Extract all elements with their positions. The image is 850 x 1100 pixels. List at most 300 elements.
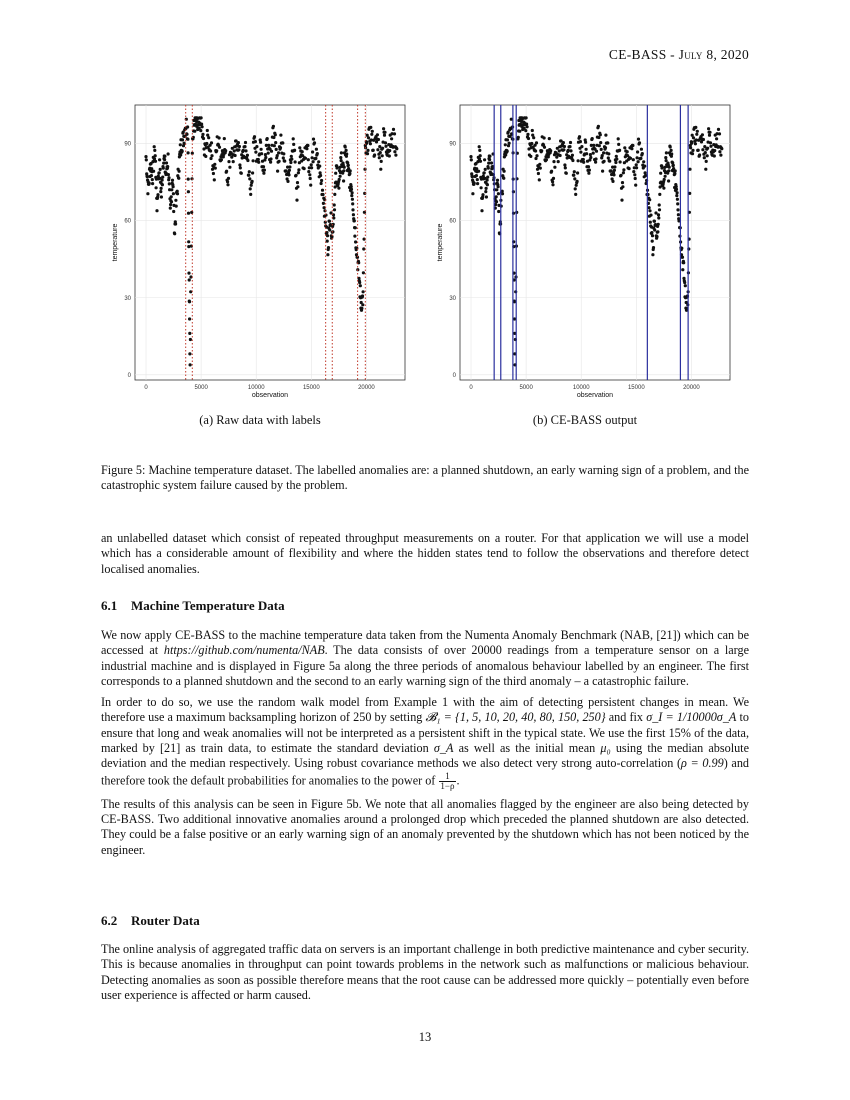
data-point [226,180,229,183]
data-point [648,209,651,212]
data-point [244,149,247,152]
data-point [264,153,267,156]
data-point [167,173,170,176]
x-axis-label: observation [251,392,289,399]
data-point [327,246,330,249]
data-point [376,148,379,151]
data-point [165,161,168,164]
data-point [613,165,616,168]
data-point [281,141,284,144]
data-point [601,154,604,157]
data-point [658,208,661,211]
data-point [326,234,329,237]
x-axis-label: observation [576,392,614,399]
data-point [484,168,487,171]
data-point [378,145,381,148]
data-point [508,142,511,145]
data-point [238,145,241,148]
data-point [146,192,149,195]
data-point [354,240,357,243]
data-point [705,160,708,163]
data-point [650,231,653,234]
data-point [161,176,164,179]
data-point [615,158,618,161]
data-point [276,170,279,173]
data-point [615,155,618,158]
data-point [315,148,318,151]
data-point [292,137,295,140]
data-point [394,154,397,157]
text-run: as well as the initial mean [453,741,601,756]
figure-caption: Figure 5: Machine temperature dataset. The labelled anomalies are: a planned shutdown, an early warning sign of a problem, and the catastrophic system failure caused by the problem. [101,463,749,493]
data-point [186,138,189,141]
data-point [168,182,171,185]
data-point [567,149,570,152]
data-point [682,261,685,264]
data-point [282,156,285,159]
data-point [161,179,164,182]
data-point [290,155,293,158]
data-point [295,174,298,177]
text-run: ) and therefore took the default probabilities for anomalies to the power of [101,756,750,787]
data-point [653,228,656,231]
data-point [262,172,265,175]
data-point [260,148,263,151]
data-point [188,317,191,320]
data-point [543,146,546,149]
data-point [629,157,632,160]
data-point [565,172,568,175]
section-6-2-body [101,942,749,1009]
y-tick-label: 60 [449,218,456,225]
intro-paragraph: an unlabelled dataset which consist of repeated throughput measurements on a router. For that application we will use a model which has a considerable amount of flexibility and where the hidden states tend to follow the observations and therefore detect localised anomalies. [101,531,749,576]
data-point [187,151,190,154]
data-point [644,174,647,177]
data-point [360,307,363,310]
data-point [350,194,353,197]
data-point [691,149,694,152]
data-point [351,198,354,201]
fraction-denominator: 1−ρ [440,780,455,791]
data-point [469,155,472,158]
data-point [257,161,260,164]
data-point [599,133,602,136]
data-point [237,148,240,151]
data-point [524,129,527,132]
data-point [243,145,246,148]
data-point [297,171,300,174]
x-tick-label: 10000 [572,385,590,391]
data-point [319,174,322,177]
data-point [320,182,323,185]
data-point [628,167,631,170]
data-point [676,208,679,211]
data-point [637,138,640,141]
data-point [342,179,345,182]
data-point [597,136,600,139]
data-point [150,174,153,177]
data-point [476,178,479,181]
data-point [348,172,351,175]
data-point [309,184,312,187]
data-point [480,186,483,189]
data-point [362,271,365,274]
data-point [169,203,172,206]
x-tick-label: 20000 [683,385,700,391]
data-point [286,180,289,183]
data-point [169,207,172,210]
data-point [657,216,660,219]
data-point [673,172,676,175]
data-point [255,145,258,148]
data-point [664,175,667,178]
data-point [296,185,299,188]
data-point [607,156,610,159]
data-point [485,187,488,190]
data-point [353,235,356,238]
data-point [233,149,236,152]
data-point [270,150,273,153]
data-point [381,154,384,157]
data-point [295,199,298,202]
data-point [206,129,209,132]
data-point [296,181,299,184]
data-point [611,180,614,183]
data-point [576,171,579,174]
data-point [471,192,474,195]
data-point [662,187,665,190]
data-point [152,170,155,173]
x-tick-label: 0 [469,385,473,391]
data-point [316,152,319,155]
data-point [704,168,707,171]
data-point [343,166,346,169]
data-point [200,123,203,126]
data-point [167,152,170,155]
text-run: using the median absolute deviation and the median respectively. Using robust covariance methods we also detect very strong auto-correlation ( [101,741,749,771]
data-point [563,163,566,166]
data-point [187,272,190,275]
data-point [668,166,671,169]
data-point [246,159,249,162]
y-tick-label: 90 [124,141,131,148]
data-point [204,155,207,158]
page-number: 13 [418,1030,432,1044]
data-point [551,180,554,183]
chart-ce-bass-output [430,100,735,405]
data-point [580,145,583,148]
data-point [205,142,208,145]
data-point [350,185,353,188]
data-point [603,160,606,163]
data-point [273,144,276,147]
data-point [667,169,670,172]
data-point [534,157,537,160]
section-number: 6.2 [101,913,118,928]
data-point [366,152,369,155]
data-point [676,202,679,205]
data-point [664,156,667,159]
data-point [649,221,652,224]
data-point [174,199,177,202]
text-run: and fix [605,710,647,725]
data-point [178,170,181,173]
data-point [504,143,507,146]
data-point [218,146,221,149]
data-point [190,211,193,214]
data-point [651,253,654,256]
data-point [659,172,662,175]
data-point [170,200,173,203]
data-point [608,160,611,163]
data-point [250,184,253,187]
data-point [248,170,251,173]
data-point [214,167,217,170]
data-point [691,152,694,155]
data-point [674,169,677,172]
data-point [282,152,285,155]
running-head: CE-BASS - July 8, 2020 [608,47,749,62]
data-point [209,157,212,160]
data-point [395,147,398,150]
data-point [163,155,166,158]
data-point [640,148,643,151]
data-point [604,134,607,137]
data-point [707,127,710,130]
data-point [159,190,162,193]
data-point [383,134,386,137]
data-point [226,183,229,186]
data-point [378,156,381,159]
data-point [224,149,227,152]
y-tick-label: 60 [124,218,131,225]
data-point [652,246,655,249]
data-point [620,199,623,202]
data-point [497,210,500,213]
data-point [177,177,180,180]
data-point [601,170,604,173]
data-point [174,222,177,225]
data-point [527,137,530,140]
data-point [675,194,678,197]
data-point [260,152,263,155]
data-point [294,160,297,163]
data-point [228,166,231,169]
data-point [220,158,223,161]
data-point [249,193,252,196]
data-point [200,116,203,119]
data-point [642,160,645,163]
data-point [518,130,521,133]
data-point [318,165,321,168]
data-point [592,144,595,147]
data-point [333,193,336,196]
data-point [636,150,639,153]
data-point [704,151,707,154]
data-point [352,213,355,216]
data-point [706,147,709,150]
data-point [153,149,156,152]
data-point [251,171,254,174]
data-point [215,149,218,152]
data-point [179,143,182,146]
data-point [272,125,275,128]
data-point [553,166,556,169]
data-point [145,158,148,161]
data-point [487,162,490,165]
data-point [344,145,347,148]
math-fraction [439,772,455,791]
data-point [708,131,711,134]
data-point [376,133,379,136]
data-point [292,143,295,146]
data-point [369,142,372,145]
y-tick-label: 0 [127,372,131,379]
data-point [626,150,629,153]
data-point [531,129,534,132]
data-point [312,160,315,163]
data-point [715,137,718,140]
data-point [651,240,654,243]
data-point [584,141,587,144]
y-axis-label: temperature [437,223,444,262]
data-point [636,156,639,159]
text-run: . The data consists of over 20000 readings from a temperature sensor on a large industrial machine and is displayed in Figure 5a along the three periods of anomalous behaviour labelled by an engineer. The first corresponds to a planned shutdown and the second to an early warning sign of the third anomaly – a catastrophic failure. [101,643,749,688]
data-point [684,284,687,287]
data-point [328,228,331,231]
data-point [594,161,597,164]
data-point [244,141,247,144]
data-point [639,157,642,160]
data-point [575,184,578,187]
text-run: . [456,772,460,787]
data-point [502,177,505,180]
data-point [709,145,712,148]
data-point [573,170,576,173]
data-point [483,158,486,161]
data-point [287,173,290,176]
data-point [573,177,576,180]
data-point [351,202,354,205]
data-point [267,144,270,147]
data-point [595,150,598,153]
data-point [676,198,679,201]
data-point [578,135,581,138]
data-point [548,137,551,140]
data-point [269,161,272,164]
chart-raw-data-with-labels [105,100,410,405]
data-point [660,166,663,169]
data-point [672,164,675,167]
data-point [569,149,572,152]
nab-link[interactable]: https://github.com/numenta/NAB [163,643,325,658]
data-point [193,130,196,133]
data-point [154,160,157,163]
data-point [656,230,659,233]
section-number: 6.1 [101,598,118,613]
data-point [160,187,163,190]
data-point [579,140,582,143]
data-point [263,169,266,172]
paragraph: The online analysis of aggregated traffic data on servers is an important challenge in both predictive maintenance and cyber security. This is because anomalies in throughput can point towards problems in the network such as malfunctions or malicious behaviour. Detecting anomalies as soon as possible therefore means that the root cause can be addressed more quickly – potentially even before user experience is affected or harm caused. [101,942,749,1002]
data-point [574,187,577,190]
data-point [648,206,651,209]
data-point [384,145,387,148]
data-point [189,363,192,366]
data-point [545,158,548,161]
data-point [501,192,504,195]
data-point [481,193,484,196]
data-point [635,163,638,166]
data-point [478,149,481,152]
data-point [305,147,308,150]
data-point [181,138,184,141]
data-point [607,152,610,155]
data-point [388,154,391,157]
text-run: to ensure that long and weak anomalies will not be interpreted as a persistent shift in the typical state. We use the first 15% of the data, marked by [21] as train data, to estimate the standard deviation [101,710,749,756]
data-point [591,137,594,140]
data-point [372,149,375,152]
data-point [240,172,243,175]
data-point [162,162,165,165]
data-point [388,149,391,152]
data-point [370,133,373,136]
data-point [709,141,712,144]
data-point [351,208,354,211]
data-point [585,148,588,151]
data-point [606,141,609,144]
data-point [207,136,210,139]
data-point [688,168,691,171]
x-tick-label: 20000 [358,385,375,391]
data-point [635,166,638,169]
data-point [173,232,176,235]
data-point [170,195,173,198]
data-point [167,176,170,179]
data-point [658,203,661,206]
data-point [146,175,149,178]
data-point [552,160,555,163]
data-point [495,195,498,198]
data-point [210,141,213,144]
data-point [604,146,607,149]
data-point [254,151,257,154]
data-point [342,169,345,172]
data-point [151,182,154,185]
data-point [373,153,376,156]
data-point [562,141,565,144]
data-point [354,226,357,229]
data-point [698,153,701,156]
paragraph: The results of this analysis can be seen in Figure 5b. We note that all anomalies flagged by the engineer are also being detected by CE-BASS. Two additional innovative anomalies around a prolonged drop which preceded the planned shutdown are also detected. They could be a false positive or an early warning sign of an anomaly prevented by the shutdown which has not been noticed by the engineer. [101,796,749,857]
data-point [478,145,481,148]
data-point [587,172,590,175]
data-point [598,144,601,147]
data-point [188,332,191,335]
data-point [495,200,498,203]
data-point [242,149,245,152]
data-point [701,133,704,136]
data-point [369,126,372,129]
data-point [392,128,395,131]
data-point [562,148,565,151]
data-point [254,140,257,143]
data-point [589,153,592,156]
data-point [717,128,720,131]
data-point [187,178,190,181]
data-point [675,185,678,188]
data-point [262,165,265,168]
